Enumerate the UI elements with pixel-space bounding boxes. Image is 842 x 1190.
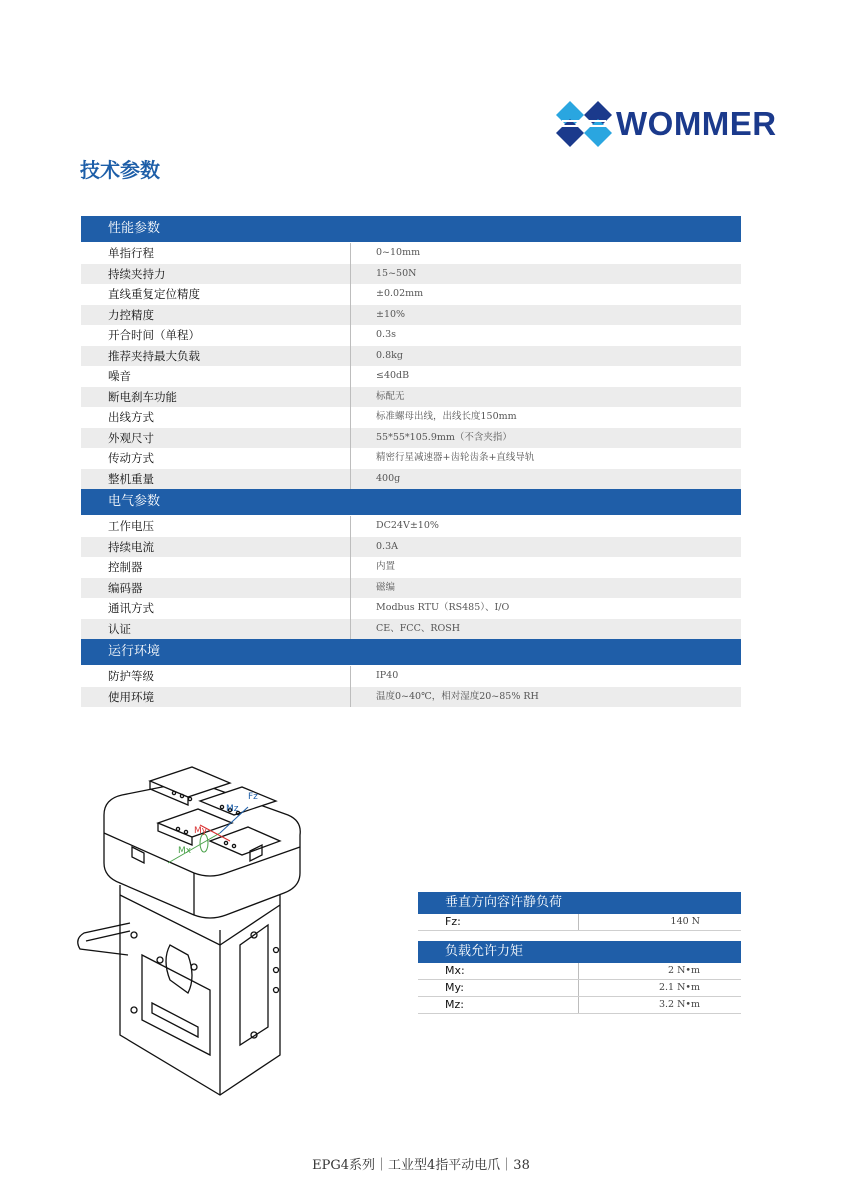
- logo-text: WOMMER: [616, 105, 777, 142]
- row-label: 推荐夹持最大负载: [81, 346, 351, 367]
- table-row: [81, 428, 741, 449]
- row-label: 传动方式: [81, 448, 351, 469]
- table-row: [418, 914, 741, 931]
- page-footer: EPG4系列｜工业型4指平动电爪｜38: [312, 1158, 530, 1173]
- row-label: 认证: [81, 619, 351, 640]
- axis-label-my: My: [194, 826, 208, 836]
- table-row: [81, 448, 741, 469]
- spec-table: [81, 216, 741, 707]
- axis-label-fz: Fz: [248, 792, 258, 802]
- row-label: 防护等级: [81, 666, 351, 687]
- row-value: 0.8kg: [376, 349, 403, 361]
- row-value: 15~50N: [376, 267, 417, 279]
- gripper-illustration-icon: [70, 755, 310, 1100]
- row-label: 直线重复定位精度: [81, 284, 351, 305]
- section-header: 运行环境: [81, 639, 741, 665]
- row-value: 标配无: [376, 390, 405, 402]
- table-row: [81, 557, 741, 578]
- row-label: 外观尺寸: [81, 428, 351, 449]
- table-row: [81, 346, 741, 367]
- moment-load-table: [418, 941, 741, 1014]
- page-title: 技术参数: [80, 158, 160, 182]
- row-value: 温度0~40℃，相对湿度20~85% RH: [376, 690, 539, 702]
- row-value: 0~10mm: [376, 247, 421, 258]
- row-value: 55*55*105.9mm（不含夹指）: [376, 431, 512, 443]
- row-label: 使用环境: [81, 687, 351, 708]
- table-row: [81, 666, 741, 687]
- row-value: ±0.02mm: [376, 288, 424, 299]
- table-row: [81, 619, 741, 640]
- row-label: 通讯方式: [81, 598, 351, 619]
- row-label: My:: [418, 980, 579, 996]
- row-label: 控制器: [81, 557, 351, 578]
- row-value: 精密行星减速器+齿轮齿条+直线导轨: [376, 452, 535, 463]
- table-row: [81, 264, 741, 285]
- row-label: Fz:: [418, 914, 579, 930]
- section-header: 电气参数: [81, 489, 741, 515]
- row-label: 工作电压: [81, 516, 351, 537]
- table-row: [81, 305, 741, 326]
- static-load-title: 垂直方向容许静负荷: [418, 892, 741, 914]
- row-label: 开合时间（单程）: [81, 325, 351, 346]
- row-value: 磁编: [376, 581, 396, 593]
- row-label: 持续电流: [81, 537, 351, 558]
- axis-label-mx: Mx: [178, 846, 192, 856]
- row-value: 3.2 N•m: [658, 999, 700, 1010]
- gripper-drawing: [70, 755, 310, 1100]
- row-value: Modbus RTU（RS485）、I/O: [376, 602, 510, 613]
- moment-load-title: 负载允许力矩: [418, 941, 741, 963]
- axis-label-mz: Mz: [226, 804, 239, 814]
- row-label: 噪音: [81, 366, 351, 387]
- row-label: 出线方式: [81, 407, 351, 428]
- row-label: 断电刹车功能: [81, 387, 351, 408]
- row-value: IP40: [376, 670, 399, 681]
- table-row: [81, 366, 741, 387]
- row-value: 0.3A: [376, 540, 398, 552]
- table-row: [81, 387, 741, 408]
- row-label: 单指行程: [81, 243, 351, 264]
- row-label: Mz:: [418, 997, 579, 1013]
- row-label: Mx:: [418, 963, 579, 979]
- row-value: ±10%: [376, 308, 406, 320]
- table-row: [418, 997, 741, 1014]
- row-value: 标准螺母出线，出线长度150mm: [376, 411, 517, 422]
- row-value: CE、FCC、ROSH: [376, 622, 461, 634]
- table-row: [81, 469, 741, 490]
- table-row: [81, 687, 741, 708]
- table-row: [418, 980, 741, 997]
- row-label: 整机重量: [81, 469, 351, 490]
- row-label: 力控精度: [81, 305, 351, 326]
- table-row: [81, 516, 741, 537]
- row-value: 0.3s: [376, 329, 396, 340]
- table-row: [418, 963, 741, 980]
- row-value: 2 N•m: [668, 965, 700, 976]
- row-value: 2.1 N•m: [658, 982, 700, 993]
- static-load-table: [418, 892, 741, 931]
- table-row: [81, 284, 741, 305]
- section-header: 性能参数: [81, 216, 741, 242]
- table-row: [81, 578, 741, 599]
- table-row: [81, 407, 741, 428]
- row-label: 持续夹持力: [81, 264, 351, 285]
- row-value: ≤40dB: [376, 370, 410, 381]
- table-row: [81, 537, 741, 558]
- row-value: 400g: [376, 472, 401, 484]
- row-value: 140 N: [670, 916, 700, 927]
- row-value: DC24V±10%: [376, 520, 439, 531]
- table-row: [81, 243, 741, 264]
- row-label: 编码器: [81, 578, 351, 599]
- wommer-logo-icon: [556, 99, 612, 149]
- brand-logo: [556, 99, 796, 149]
- row-value: 内置: [376, 561, 396, 572]
- table-row: [81, 325, 741, 346]
- table-row: [81, 598, 741, 619]
